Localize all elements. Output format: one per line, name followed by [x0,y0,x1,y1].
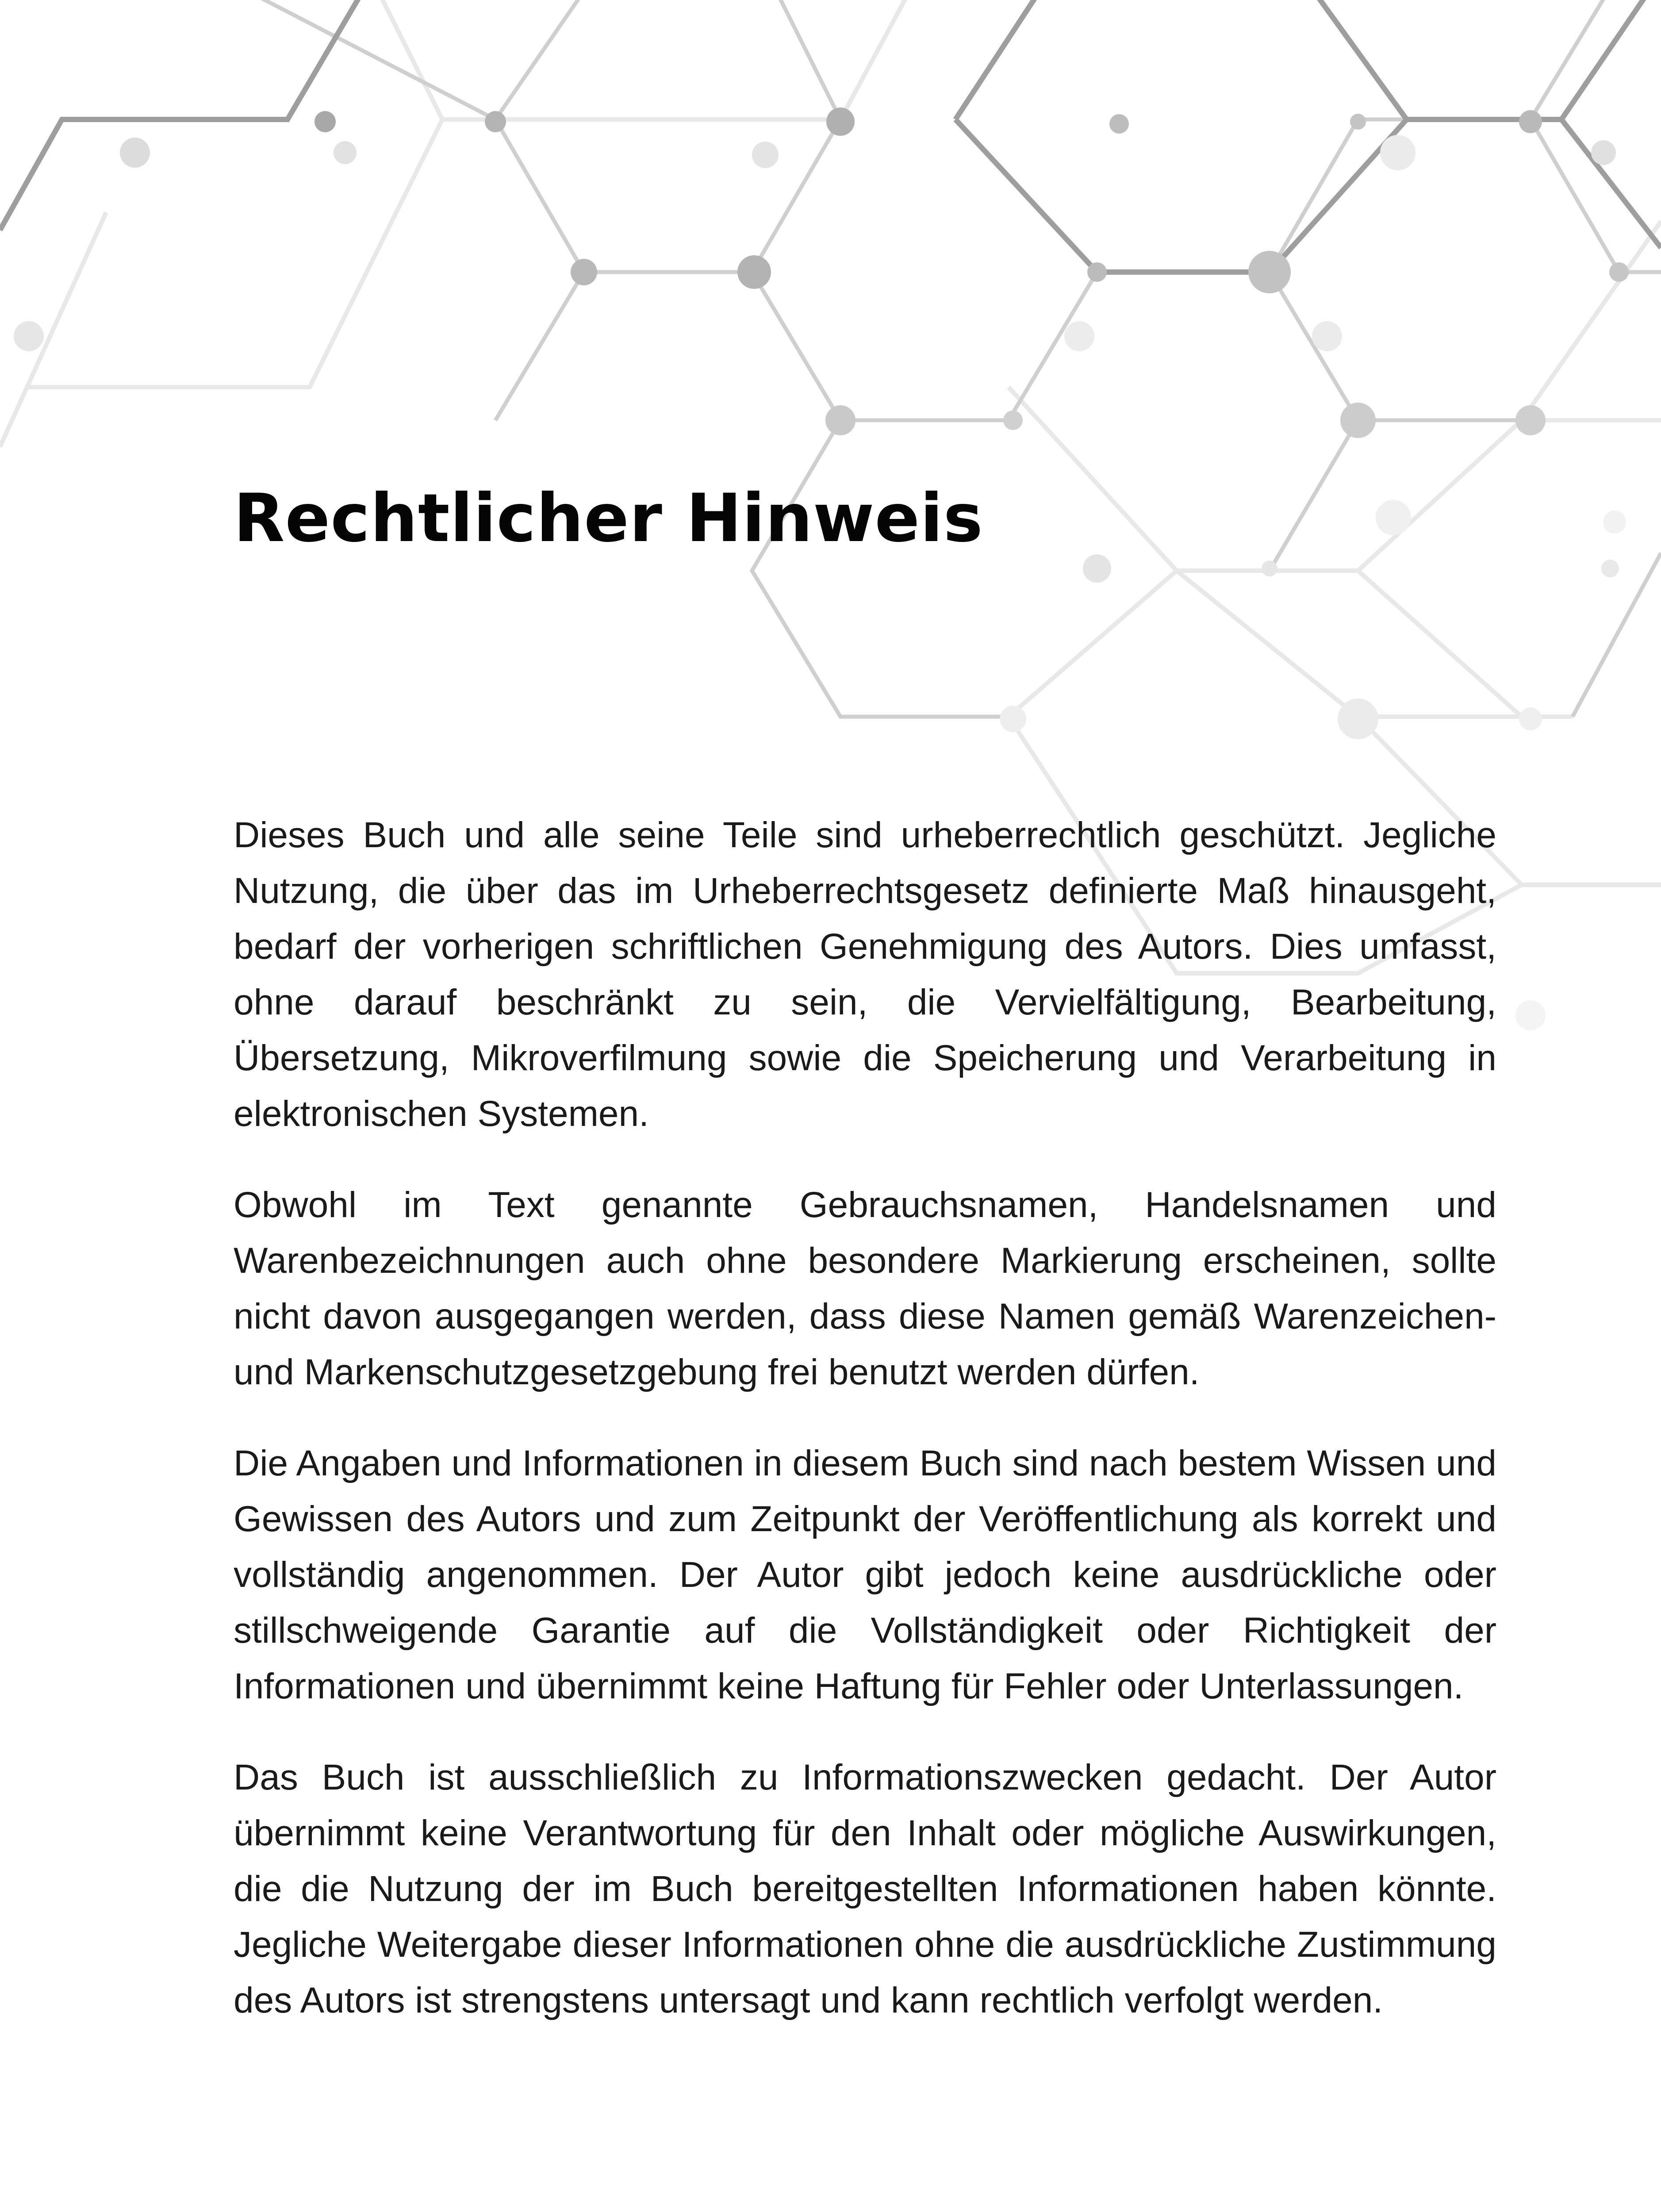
paragraph-liability: Die Angaben und Informationen in diesem Buch sind nach bestem Wissen und Gewissen des Autors und zum Zeitpunkt der Veröffentlichung als korrekt und vollständig angenommen. Der Autor gibt jedoch keine ausdrückliche oder stillschweigende Garantie auf die Vollständigkeit oder Richtigkeit der Informationen und übernimmt keine Haftung für Fehler oder Unterlassungen. [234,1443,1496,1706]
paragraph-trademarks: Obwohl im Text genannte Gebrauchsnamen, Handelsnamen und Warenbezeichnungen auch ohne besondere Markierung erscheinen, sollte nicht davon ausgegangen werden, dass diese Namen gemäß Warenzeichen- und Markenschutzgesetzgebung frei benutzt werden dürfen. [234,1185,1496,1392]
paragraph-information-purpose: Das Buch ist ausschließlich zu Informationszwecken gedacht. Der Autor übernimmt keine Verantwortung für den Inhalt oder mögliche Auswirkungen, die die Nutzung der im Buch bereitgestellten Informationen haben könnte. Jegliche Weitergabe dieser Informationen ohne die ausdrückliche Zustimmung des Autors ist strengstens untersagt und kann rechtlich verfolgt werden. [234,1757,1496,2020]
paragraph-copyright: Dieses Buch und alle seine Teile sind urheberrechtlich geschützt. Jegliche Nutzung, die über das im Urheberrechtsgesetz definierte Maß hinausgeht, bedarf der vorherigen schriftlichen Genehmigung des Autors. Dies umfasst, ohne darauf beschränkt zu sein, die Vervielfältigung, Bearbeitung, Übersetzung, Mikroverfilmung sowie die Speicherung und Verarbeitung in elektronischen Systemen. [234,815,1496,1134]
page-title: Rechtlicher Hinweis [234,480,983,557]
legal-notice-body [234,807,1496,2064]
